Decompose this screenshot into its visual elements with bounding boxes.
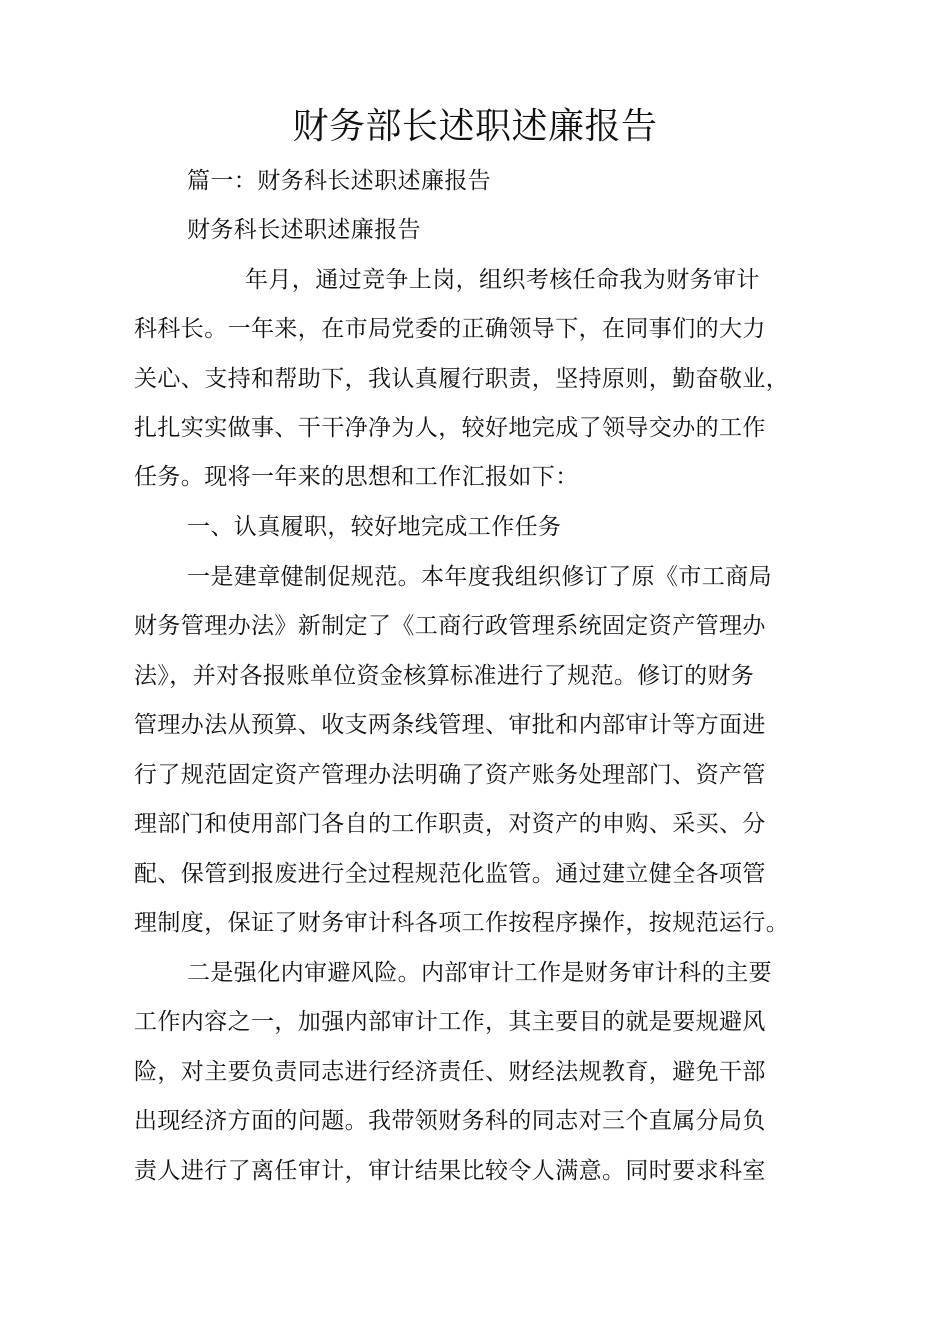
paragraph-line: 管理办法从预算、收支两条线管理、审批和内部审计等方面进 xyxy=(134,712,766,738)
paragraph-line: 行了规范固定资产管理办法明确了资产账务处理部门、资产管 xyxy=(134,762,766,788)
paragraph-line: 一是建章健制促规范。本年度我组织修订了原《市工商局 xyxy=(187,564,772,590)
paragraph-line: 法》，并对各报账单位资金核算标准进行了规范。修订的财务 xyxy=(134,663,755,689)
paragraph-line: 二是强化内审避风险。内部审计工作是财务审计科的主要 xyxy=(187,960,772,986)
paragraph-line: 理制度，保证了财务审计科各项工作按程序操作，按规范运行。 xyxy=(134,910,790,936)
paragraph-line: 财务管理办法》新制定了《工商行政管理系统固定资产管理办 xyxy=(134,613,766,639)
paragraph-line: 科科长。一年来，在市局党委的正确领导下，在同事们的大力 xyxy=(134,316,766,342)
paragraph-line: 险，对主要负责同志进行经济责任、财经法规教育，避免干部 xyxy=(134,1059,766,1085)
paragraph-line: 任务。现将一年来的思想和工作汇报如下： xyxy=(134,464,579,490)
document-title: 财务部长述职述廉报告 xyxy=(292,106,658,147)
paragraph-line: 年月，通过竞争上岗，组织考核任命我为财务审计 xyxy=(245,267,760,293)
paragraph-line: 出现经济方面的问题。我带领财务科的同志对三个直属分局负 xyxy=(134,1108,766,1134)
paragraph-line: 工作内容之一，加强内部审计工作，其主要目的就是要规避风 xyxy=(134,1009,766,1035)
paragraph-line: 理部门和使用部门各自的工作职责，对资产的申购、采买、分 xyxy=(134,811,766,837)
paragraph-line: 配、保管到报废进行全过程规范化监管。通过建立健全各项管 xyxy=(134,861,766,887)
paragraph-line: 扎扎实实做事、干干净净为人，较好地完成了领导交办的工作 xyxy=(134,415,766,441)
section-heading: 篇一：财务科长述职述廉报告 xyxy=(187,168,492,194)
paragraph-line: 关心、支持和帮助下，我认真履行职责，坚持原则，勤奋敬业， xyxy=(134,366,790,392)
section-heading: 一、认真履职，较好地完成工作任务 xyxy=(187,514,562,540)
paragraph-line: 责人进行了离任审计，审计结果比较令人满意。同时要求科室 xyxy=(134,1158,766,1184)
subheading: 财务科长述职述廉报告 xyxy=(187,217,421,243)
